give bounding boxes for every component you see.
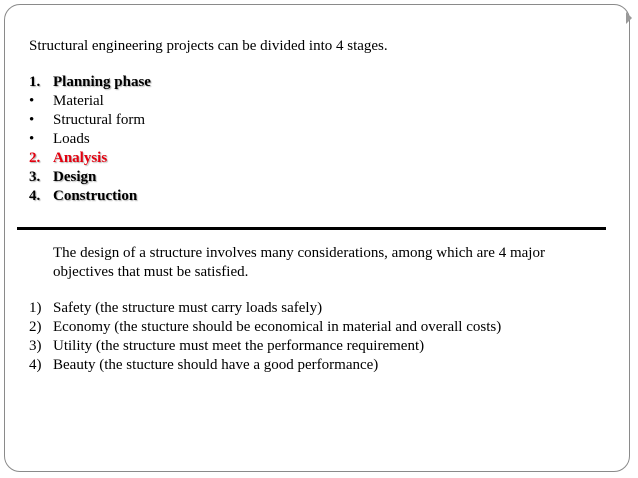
objective-2-number: 2)	[29, 319, 42, 335]
stage-2-number: 2.	[29, 150, 41, 166]
stage-1	[29, 73, 151, 91]
design-paragraph-line-2: objectives that must be satisfied.	[53, 264, 249, 280]
stage-1-label: Planning phase	[53, 74, 151, 90]
item-label: Material	[53, 93, 104, 109]
stage-2-label: Analysis	[53, 150, 108, 166]
objective-3-number: 3)	[29, 338, 42, 354]
objective-3	[29, 337, 424, 355]
section-divider	[17, 227, 606, 230]
stage-3-label: Design	[53, 169, 97, 185]
stage-3-number: 3.	[29, 169, 41, 185]
item-label: Structural form	[53, 112, 146, 128]
bullet-icon: •	[29, 112, 35, 128]
stage-4	[29, 187, 137, 205]
item-label: Loads	[53, 131, 90, 147]
bullet-icon: •	[29, 131, 35, 147]
stage-3	[29, 168, 96, 186]
stage-2	[29, 149, 107, 167]
next-slide-arrow-icon[interactable]	[626, 12, 632, 24]
stage-4-label: Construction	[53, 188, 138, 204]
objective-2	[29, 318, 501, 336]
objective-1-text: Safety (the structure must carry loads safely)	[53, 300, 323, 316]
stage-1-item-structural-form	[29, 111, 145, 129]
objective-2-text: Economy (the stucture should be economical in material and overall costs)	[53, 319, 502, 335]
intro-text: Structural engineering projects can be divided into 4 stages.	[29, 38, 388, 54]
stage-1-number: 1.	[29, 74, 41, 90]
objective-4-text: Beauty (the stucture should have a good performance)	[53, 357, 379, 373]
stage-4-number: 4.	[29, 188, 41, 204]
objective-1	[29, 299, 322, 317]
objective-4-number: 4)	[29, 357, 42, 373]
objective-3-text: Utility (the structure must meet the performance requirement)	[53, 338, 425, 354]
stage-1-item-material	[29, 92, 104, 110]
objective-4	[29, 356, 378, 374]
design-paragraph-line-1: The design of a structure involves many considerations, among which are 4 major	[53, 245, 545, 261]
bullet-icon: •	[29, 93, 35, 109]
objective-1-number: 1)	[29, 300, 42, 316]
stage-1-item-loads	[29, 130, 90, 148]
